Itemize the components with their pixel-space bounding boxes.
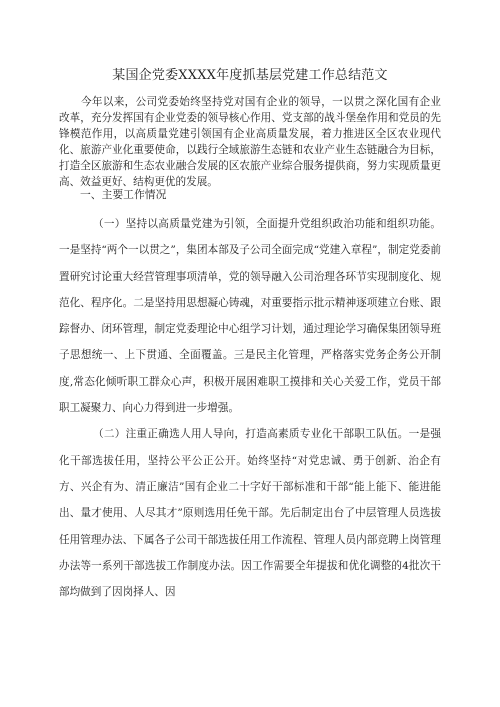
body-paragraph-1: （一）坚持以高质量党建为引领，全面提升党组织政治功能和组织功能。一是坚持“两个一以贯之”，集团本部及子公司全面完成“党建入章程”，制定党委前置研究讨论重大经营管理事项清单，党的领导融入公司治理各环节实现制度化、规范化、程序化。二是坚持用思想凝心铸魂，对重要指示批示精神逐项建立台账、跟踪督办、闭环管理，制定党委理论中心组学习计划，通过理论学习确保集团领导班子思想统一、上下贯通、全面覆盖。三是民主化管理，严格落实党务企务公开制度,常态化倾听职工群众心声，积极开展困难职工摸排和关心关爱工作，党员干部职工凝聚力、向心力得到进一步增强。: [59, 218, 441, 415]
body-paragraph-2: （二）注重正确选人用人导向，打造高素质专业化干部职工队伍。一是强化干部选拔任用，坚持公平公正公开。始终坚持“对党忠诚、勇于创新、治企有方、兴企有为、清正廉洁”国有企业二十字好干部标准和干部“能上能下、能进能出、量才使用、人尽其才”原则选用任免干部。先后制定出台了中层管理人员选拔任用管理办法、下属各子公司干部选拔任用工作流程、管理人员内部竞聘上岗管理办法等一系列干部选拔工作制度办法。因工作需要全年提拔和优化调整的4批次干部均做到了因岗择人、因: [59, 428, 441, 599]
section-body: [59, 211, 441, 605]
intro-paragraph: 今年以来，公司党委始终坚持党对国有企业的领导，一以贯之深化国有企业改革，充分发挥国有企业党委的领导核心作用、党支部的战斗堡垒作用和党员的先锋模范作用，以高质量党建引领国有企业高质量发展，着力推进区全区农业现代化、旅游产业化重要使命，以践行全域旅游生态链和农业产业生态链融合为目标，打造全区旅游和生态农业融合发展的区农旅产业综合服务提供商，努力实现质量更高、效益更好、结构更优的发展。: [59, 96, 441, 188]
section-heading: 一、主要工作情况: [80, 188, 167, 201]
document-title: 某国企党委XXXX年度抓基层党建工作总结范文: [112, 68, 388, 83]
